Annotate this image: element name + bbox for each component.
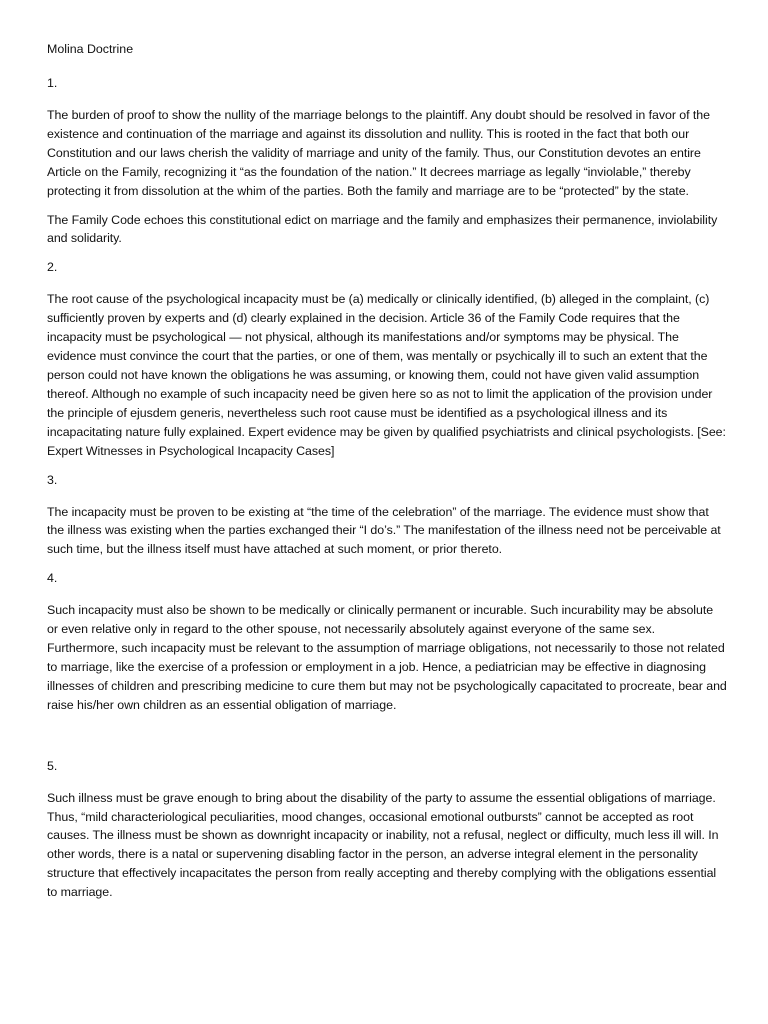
section-2	[47, 258, 727, 460]
section-number: 1.	[47, 76, 58, 90]
section-paragraph: Such incapacity must also be shown to be medically or clinically permanent or incurable. Such incurability may be absolute or even relative only in regard to the other spouse, not necessarily absolutely against everyone of the same sex. Furthermore, such incapacity must be relevant to the assumption of marriage obligations, not necessarily to those not related to marriage, like the exercise of a profession or employment in a job. Hence, a pediatrician may be effective in diagnosing illnesses of children and prescribing medicine to cure them but may not be psychologically capacitated to procreate, bear and raise his/her own children as an essential obligation of marriage.	[47, 603, 727, 712]
section-number: 4.	[47, 571, 58, 586]
section-3	[47, 471, 727, 560]
section-number: 2.	[47, 260, 58, 275]
section-number: 3.	[47, 472, 58, 487]
spacer	[47, 725, 727, 757]
document-title: Molina Doctrine	[47, 42, 134, 56]
section-paragraph: Such illness must be grave enough to bring about the disability of the party to assume the essential obligations of marriage. Thus, “mild characteriological peculiarities, mood changes, occasional emotional outbursts” cannot be accepted as root causes. The illness must be shown as downright incapacity or inability, not a refusal, neglect or difficulty, much less ill will. In other words, there is a natal or supervening disabling factor in the person, an adverse integral element in the personality structure that effectively incapacitates the person from really accepting and thereby complying with the obligations essential to marriage.	[47, 790, 719, 900]
section-4	[47, 569, 727, 714]
section-paragraph: The incapacity must be proven to be existing at “the time of the celebration” of the marriage. The evidence must show that the illness was existing when the parties exchanged their “I do’s.” The manifestation of the illness need not be perceivable at such time, but the illness itself must have attached at such moment, or prior thereto.	[47, 504, 721, 557]
section-number: 5.	[47, 758, 58, 773]
section-1	[47, 74, 727, 248]
document-page	[47, 40, 727, 912]
section-5	[47, 757, 727, 902]
section-paragraph: The root cause of the psychological incapacity must be (a) medically or clinically identified, (b) alleged in the complaint, (c) sufficiently proven by experts and (d) clearly explained in the decision. Article 36 of the Family Code requires that the incapacity must be psychological — not physical, although its manifestations and/or symptoms may be physical. The evidence must convince the court that the parties, or one of them, was mentally or psychically ill to such an extent that the person could not have known the obligations he was assuming, or knowing them, could not have given valid assumption thereof. Although no example of such incapacity need be given here so as not to limit the application of the provision under the principle of ejusdem generis, nevertheless such root cause must be identified as a psychological illness and its incapacitating nature fully explained. Expert evidence may be given by qualified psychiatrists and clinical psychologists. [See: Expert Witnesses in Psychological Incapacity Cases]	[47, 292, 726, 458]
section-paragraph: The Family Code echoes this constitutional edict on marriage and the family and emphasizes their permanence, inviolability and solidarity.	[47, 212, 718, 246]
section-paragraph: The burden of proof to show the nullity of the marriage belongs to the plaintiff. Any doubt should be resolved in favor of the existence and continuation of the marriage and against its dissolution and nullity. This is rooted in the fact that both our Constitution and our laws cherish the validity of marriage and unity of the family. Thus, our Constitution devotes an entire Article on the Family, recognizing it “as the foundation of the nation.” It decrees marriage as legally “inviolable,” thereby protecting it from dissolution at the whim of the parties. Both the family and marriage are to be “protected” by the state.	[47, 108, 710, 198]
